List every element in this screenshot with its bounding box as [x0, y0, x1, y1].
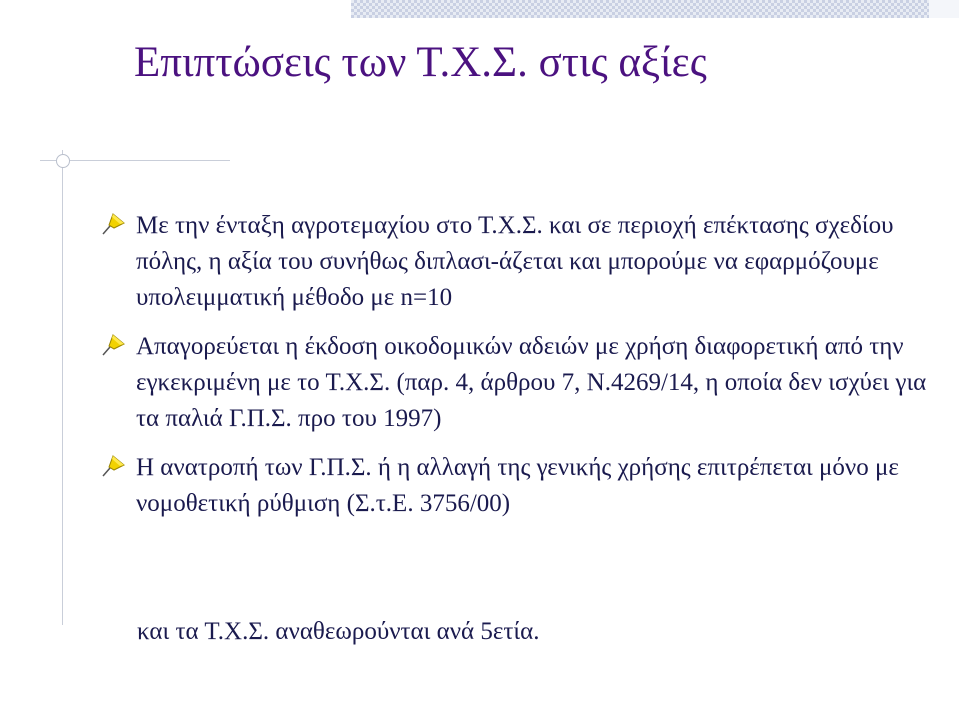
bullet-text: Η ανατροπή των Γ.Π.Σ. ή η αλλαγή της γενικής χρήσης επιτρέπεται μόνο με νομοθετική ρύθμιση (Σ.τ.Ε. 3756/00) [136, 454, 899, 517]
bullet-item [100, 450, 930, 522]
bullet-list [100, 208, 930, 535]
top-decorative-band [351, 0, 959, 18]
slide-title: Επιπτώσεις των Τ.Χ.Σ. στις αξίες [134, 39, 707, 86]
pin-bullet-icon [100, 453, 126, 479]
decorative-circle [56, 154, 70, 168]
trailing-text: και τα Τ.Χ.Σ. αναθεωρούνται ανά 5ετία. [137, 618, 540, 645]
pin-bullet-icon [100, 211, 126, 237]
bullet-text: Με την ένταξη αγροτεμαχίου στο Τ.Χ.Σ. και σε περιοχή επέκτασης σχεδίου πόλης, η αξία του συνήθως διπλασι-άζεται και μπορούμε να εφαρμόζουμε υπολειμματική μέθοδο με n=10 [136, 212, 894, 311]
pin-bullet-icon [100, 332, 126, 358]
bullet-item [100, 329, 930, 437]
bullet-text: Απαγορεύεται η έκδοση οικοδομικών αδειών με χρήση διαφορετική από την εγκεκριμένη με το Τ.Χ.Σ. (παρ. 4, άρθρου 7, Ν.4269/14, η οποία δεν ισχύει για τα παλιά Γ.Π.Σ. προ του 1997) [136, 333, 927, 432]
bullet-item [100, 208, 930, 316]
top-band-end [929, 0, 959, 18]
decorative-vertical-line [62, 150, 63, 625]
